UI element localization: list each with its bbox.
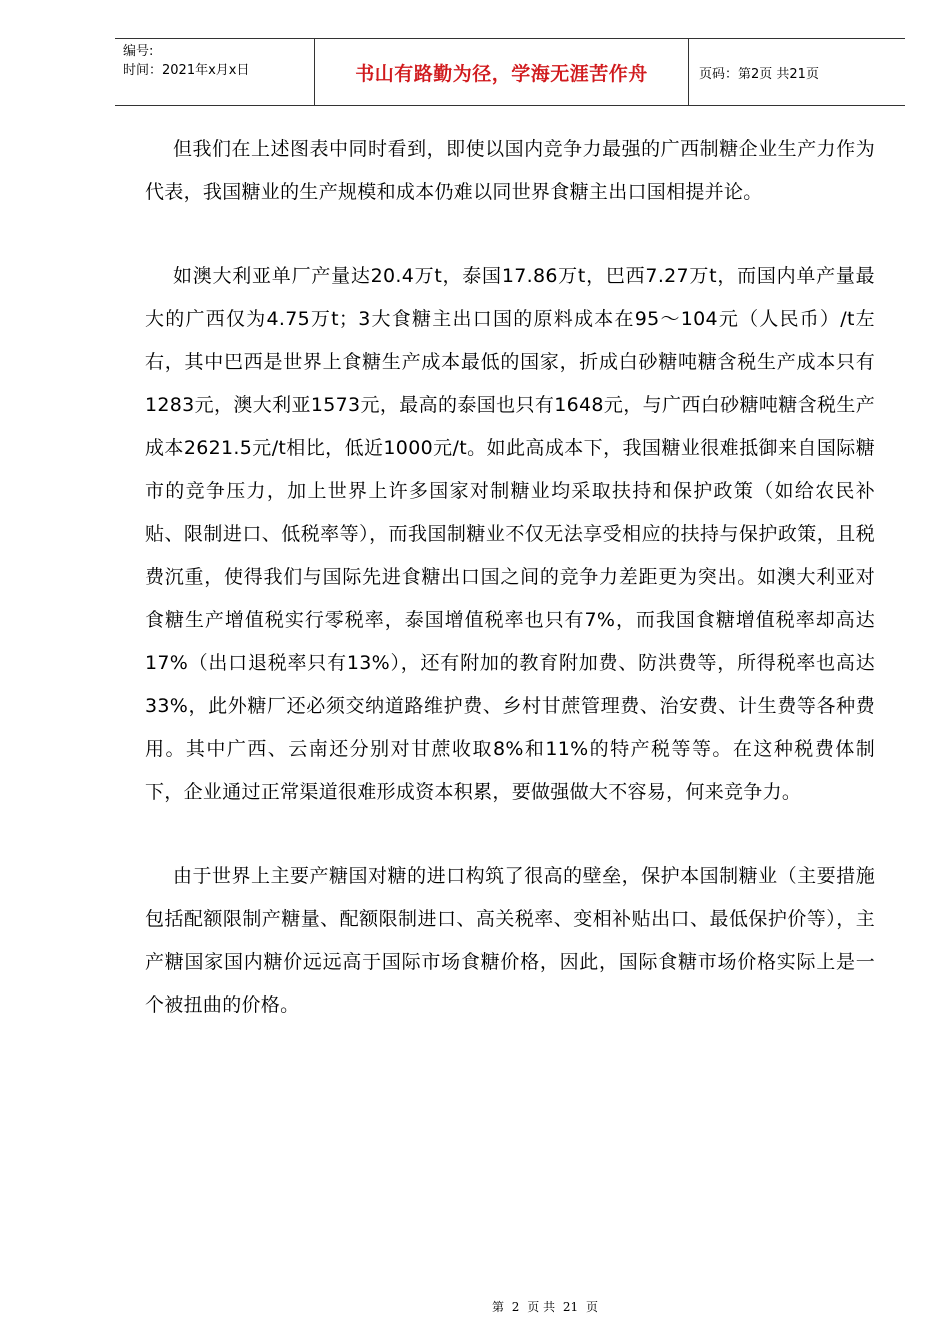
footer-middle: 页 共 <box>527 1300 556 1314</box>
page-header <box>115 38 905 106</box>
footer-total-pages: 21 <box>562 1300 579 1314</box>
paragraph-3: 由于世界上主要产糖国对糖的进口构筑了很高的壁垒，保护本国制糖业（主要措施包括配额限制产糖量、配额限制进口、高关税率、变相补贴出口、最低保护价等），主产糖国家国内糖价远远高于国际市场食糖价格，因此，国际食糖市场价格实际上是一个被扭曲的价格。 <box>145 865 875 1016</box>
document-body <box>145 128 875 1068</box>
time-label: 时间：2021年x月x日 <box>123 63 250 78</box>
header-page-info: 页码：第2页 共21页 <box>699 66 819 82</box>
serial-label: 编号: <box>123 44 154 59</box>
header-meta <box>115 39 315 105</box>
paragraph-2: 如澳大利亚单厂产量达20.4万t，泰国17.86万t，巴西7.27万t，而国内单产量最大的广西仅为4.75万t；3大食糖主出口国的原料成本在95～104元（人民币）/t左右，其中巴西是世界上食糖生产成本最低的国家，折成白砂糖吨糖含税生产成本只有1283元，澳大利亚1573元，最高的泰国也只有1648元，与广西白砂糖吨糖含税生产成本2621.5元/t相比，低近1000元/t。如此高成本下，我国糖业很难抵御来自国际糖市的竞争压力，加上世界上许多国家对制糖业均采取扶持和保护政策（如给农民补贴、限制进口、低税率等），而我国制糖业不仅无法享受相应的扶持与保护政策，且税费沉重，使得我们与国际先进食糖出口国之间的竞争力差距更为突出。如澳大利亚对食糖生产增值税实行零税率，泰国增值税率也只有7%，而我国食糖增值税率却高达17%（出口退税率只有13%），还有附加的教育附加费、防洪费等，所得税率也高达33%，此外糖厂还必须交纳道路维护费、乡村甘蔗管理费、治安费、计生费等各种费用。其中广西、云南还分别对甘蔗收取8%和11%的特产税等等。在这种税费体制下，企业通过正常渠道很难形成资本积累，要做强做大不容易，何来竞争力。 <box>145 265 875 803</box>
footer-current-page: 2 <box>511 1300 520 1314</box>
footer-suffix: 页 <box>586 1300 599 1314</box>
paragraph-1: 但我们在上述图表中同时看到，即使以国内竞争力最强的广西制糖企业生产力作为代表，我国糖业的生产规模和成本仍难以同世界食糖主出口国相提并论。 <box>145 138 875 203</box>
header-motto: 书山有路勤为径，学海无涯苦作舟 <box>315 39 689 105</box>
footer-prefix: 第 <box>491 1300 504 1314</box>
page-footer <box>0 1298 950 1315</box>
